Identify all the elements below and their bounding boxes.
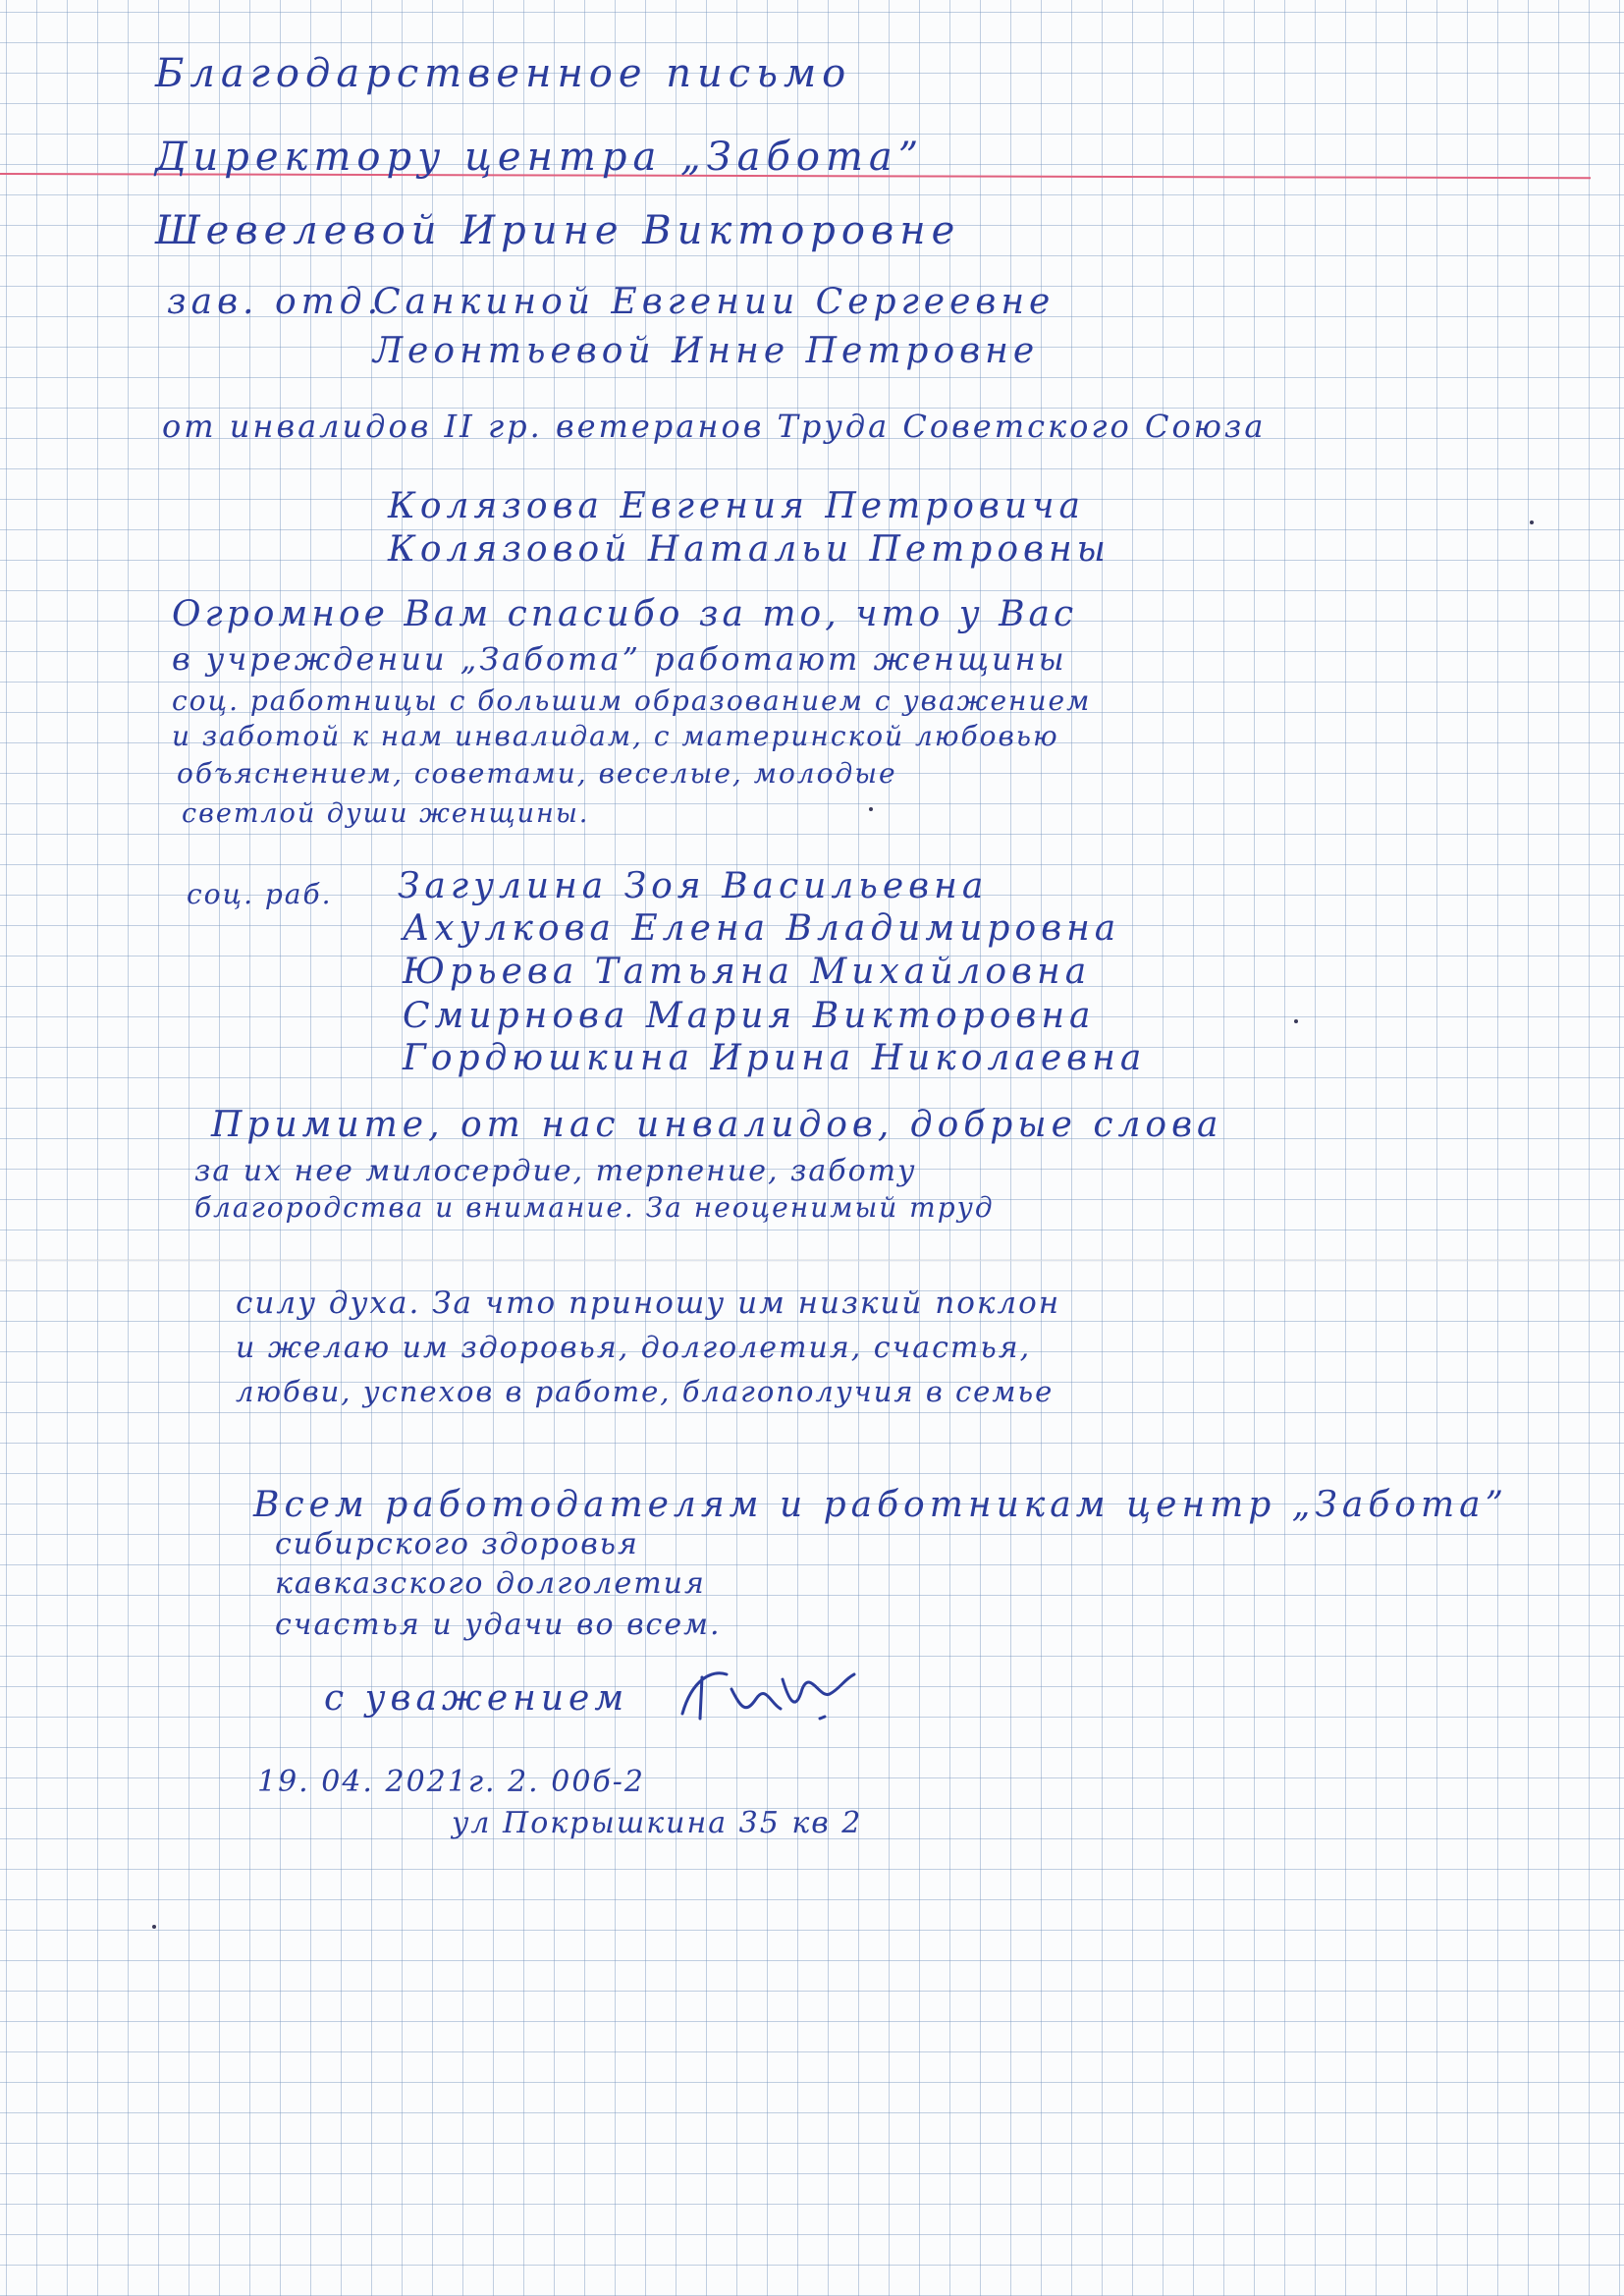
paragraph-4-line-1: Всем работодателям и работникам центр „Забота” <box>253 1485 1508 1525</box>
department-head-2: Леонтьевой Инне Петровне <box>373 331 1040 371</box>
workers-prefix: соц. раб. <box>187 878 333 910</box>
paper-speck <box>152 1925 156 1929</box>
paragraph-4-line-3: кавказского долголетия <box>275 1566 706 1601</box>
department-prefix: зав. отд. <box>167 282 384 322</box>
paper-speck <box>1530 520 1534 524</box>
paper-speck <box>1294 1019 1298 1023</box>
worker-name-4: Смирнова Мария Викторовна <box>403 996 1096 1036</box>
sender-name-2: Колязовой Натальи Петровны <box>388 529 1111 570</box>
paragraph-2-line-3: благородства и внимание. За неоценимый труд <box>194 1191 995 1224</box>
date-line: 19. 04. 2021г. 2. 00б-2 <box>257 1765 645 1799</box>
paragraph-3-line-2: и желаю им здоровья, долголетия, счастья, <box>236 1331 1032 1365</box>
letter-title: Благодарственное письмо <box>155 51 852 96</box>
worker-name-3: Юрьева Татьяна Михайловна <box>403 952 1092 992</box>
sender-name-1: Колязова Евгения Петровича <box>388 486 1085 526</box>
paragraph-1-line-3: соц. работницы с большим образованием с уважением <box>172 684 1092 717</box>
paper-speck <box>869 807 873 811</box>
paragraph-1-line-5: объяснением, советами, веселые, молодые <box>177 757 897 790</box>
worker-name-1: Загулина Зоя Васильевна <box>398 866 989 906</box>
worker-name-5: Гордюшкина Ирина Николаевна <box>403 1038 1147 1078</box>
paper-fold-line <box>0 1259 1624 1262</box>
paragraph-2-line-1: Примите, от нас инвалидов, добрые слова <box>211 1105 1223 1145</box>
closing-line: с уважением <box>324 1678 629 1719</box>
paragraph-3-line-1: силу духа. За что приношу им низкий поклон <box>236 1285 1061 1321</box>
address-line: ул Покрышкина 35 кв 2 <box>452 1806 863 1840</box>
department-head-1: Санкиной Евгении Сергеевне <box>373 282 1056 322</box>
director-name: Шевелевой Ирине Викторовне <box>155 208 961 253</box>
paragraph-4-line-2: сибирского здоровья <box>275 1527 639 1561</box>
paragraph-1-line-6: светлой души женщины. <box>182 798 590 829</box>
worker-name-2: Ахулкова Елена Владимировна <box>403 908 1121 949</box>
paragraph-3-line-3: любви, успехов в работе, благополучия в семье <box>236 1375 1055 1408</box>
paragraph-1-line-1: Огромное Вам спасибо за то, что у Вас <box>172 594 1078 634</box>
addressee-line: Директору центра „Забота” <box>155 135 925 180</box>
handwritten-signature <box>673 1660 869 1733</box>
paragraph-1-line-4: и заботой к нам инвалидам, с материнской любовью <box>172 720 1059 752</box>
paragraph-4-line-4: счастья и удачи во всем. <box>275 1608 722 1642</box>
paragraph-1-line-2: в учреждении „Забота” работают женщины <box>172 640 1067 678</box>
from-line: от инвалидов II гр. ветеранов Труда Советского Союза <box>162 408 1267 445</box>
paragraph-2-line-2: за их нее милосердие, терпение, заботу <box>194 1154 917 1188</box>
